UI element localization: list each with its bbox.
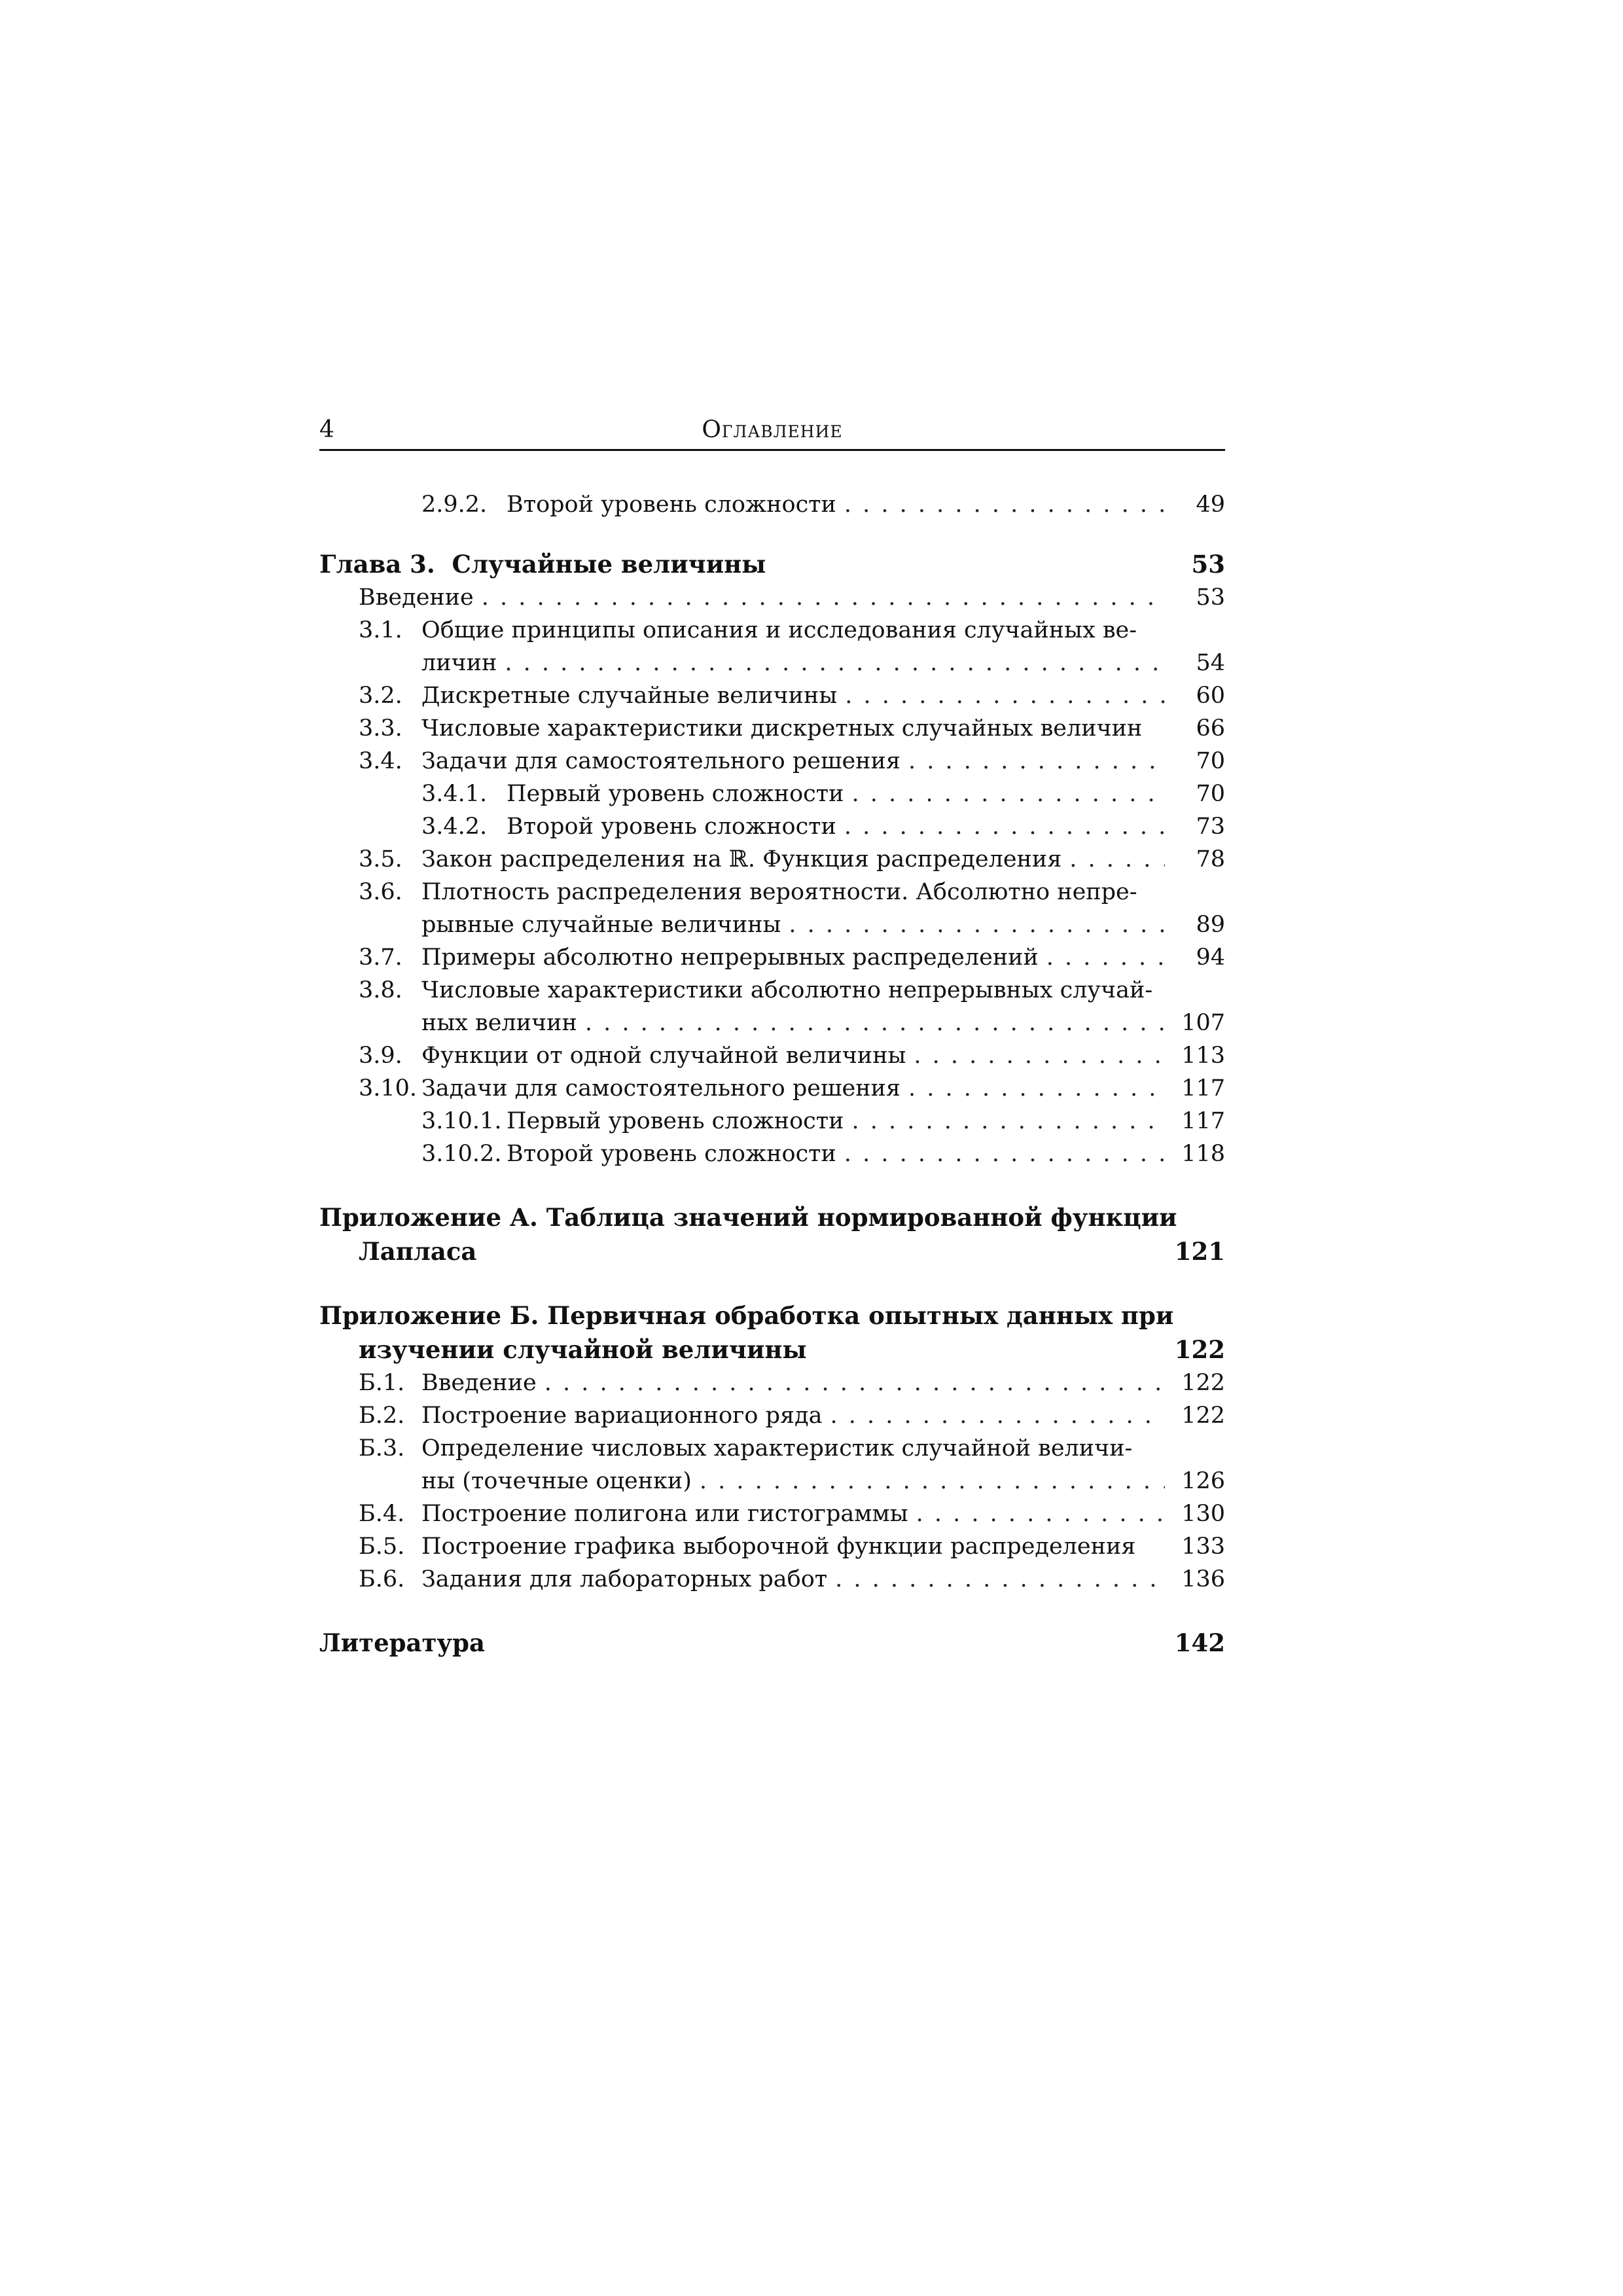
toc-entry-3-9[interactable]: [319, 1039, 1225, 1072]
toc-appendix-page: 122: [1174, 1335, 1225, 1364]
toc-entry-b-3[interactable]: [319, 1432, 1225, 1465]
toc-entry-title: Введение: [421, 1370, 537, 1396]
toc-entry-3-10-2[interactable]: [319, 1138, 1225, 1170]
toc-chapter-3[interactable]: [319, 547, 1225, 581]
dot-leader: [851, 1105, 1165, 1138]
toc-entry-3-10-1[interactable]: [319, 1105, 1225, 1138]
toc-entry-number: 3.4.1.: [421, 781, 488, 807]
toc-entry-page: 60: [1196, 683, 1225, 709]
toc-entry-title-line1: Числовые характеристики абсолютно непрерывных случай-: [421, 977, 1153, 1003]
header-page-number: 4: [319, 416, 334, 443]
toc-appendix-a-continued[interactable]: [319, 1234, 1225, 1268]
toc-entry-title-line2: ны (точечные оценки): [421, 1468, 692, 1494]
header-title: Оглавление: [702, 416, 843, 443]
toc-entry-title: Задания для лабораторных работ: [421, 1566, 828, 1592]
toc-entry-title-line2: ных величин: [421, 1010, 577, 1036]
toc-entry-title: Первый уровень сложности: [507, 1108, 844, 1134]
toc-entry-title: Функции от одной случайной величины: [421, 1043, 906, 1069]
toc-entry-page: 66: [1196, 715, 1225, 742]
toc-entry-title: Второй уровень сложности: [507, 492, 836, 518]
toc-entry-page: 53: [1196, 584, 1225, 611]
toc-entry-number: 3.2.: [359, 683, 402, 709]
toc-entry-number: 3.4.: [359, 748, 402, 774]
toc-entry-3-3[interactable]: [319, 712, 1225, 745]
dot-leader: [844, 1138, 1165, 1170]
toc-entry-title: Дискретные случайные величины: [421, 683, 838, 709]
toc-entry-number: 2.9.2.: [421, 492, 488, 518]
toc-entry-title: Построение вариационного ряда: [421, 1403, 823, 1429]
dot-leader: [851, 778, 1165, 810]
toc-entry-number: Б.3.: [359, 1435, 405, 1462]
dot-leader: [844, 810, 1165, 843]
toc-entry-title: Введение: [359, 584, 474, 611]
toc-entry-2-9-2[interactable]: [319, 488, 1225, 521]
dot-leader: [544, 1367, 1165, 1399]
dot-leader: [505, 647, 1165, 679]
toc-entry-page: 122: [1181, 1403, 1225, 1429]
toc-entry-page: 117: [1181, 1075, 1225, 1102]
toc-entry-3-6[interactable]: [319, 876, 1225, 908]
toc-entry-page: 49: [1196, 492, 1225, 518]
toc-entry-page: 117: [1181, 1108, 1225, 1134]
toc-entry-b-2[interactable]: [319, 1399, 1225, 1432]
toc-entry-intro[interactable]: [319, 581, 1225, 614]
toc-entry-title: Закон распределения на ℝ. Функция распределения: [421, 846, 1062, 872]
toc-entry-number: 3.10.2.: [421, 1141, 502, 1167]
toc-entry-number: 3.7.: [359, 944, 402, 971]
toc-entry-page: 118: [1181, 1141, 1225, 1167]
toc-entry-page: 70: [1196, 781, 1225, 807]
dot-leader: [585, 1007, 1165, 1039]
toc-entry-number: Б.5.: [359, 1534, 405, 1560]
spacer: [319, 521, 1225, 547]
dot-leader: [835, 1563, 1165, 1596]
toc-entry-number: 3.5.: [359, 846, 402, 872]
toc-entry-title-line1: Определение числовых характеристик случайной величи-: [421, 1435, 1133, 1462]
toc-appendix-title-line1: Приложение А. Таблица значений нормированной функции: [319, 1203, 1177, 1232]
toc-entry-title: Задачи для самостоятельного решения: [421, 1075, 901, 1102]
toc-entry-b-3-continued[interactable]: [319, 1465, 1225, 1498]
toc-chapter-page: 53: [1191, 550, 1225, 579]
toc-entry-page: 133: [1181, 1534, 1225, 1560]
dot-leader: [789, 908, 1165, 941]
toc-entry-number: Б.1.: [359, 1370, 405, 1396]
toc-entry-title-line1: Общие принципы описания и исследования случайных ве-: [421, 617, 1137, 643]
dot-leader: [830, 1399, 1165, 1432]
toc-entry-page: 78: [1196, 846, 1225, 872]
toc-entry-3-2[interactable]: [319, 679, 1225, 712]
toc-entry-page: 89: [1196, 912, 1225, 938]
toc-entry-title: Построение полигона или гистограммы: [421, 1501, 908, 1527]
toc-entry-page: 107: [1181, 1010, 1225, 1036]
spacer: [319, 1170, 1225, 1200]
toc-entry-3-4-1[interactable]: [319, 778, 1225, 810]
toc-entry-page: 126: [1181, 1468, 1225, 1494]
toc-entry-number: 3.10.: [359, 1075, 418, 1102]
toc-literature-title: Литература: [319, 1628, 485, 1657]
toc-entry-b-1[interactable]: [319, 1367, 1225, 1399]
toc-entry-number: Б.2.: [359, 1403, 405, 1429]
toc-appendix-title-line1: Приложение Б. Первичная обработка опытных данных при: [319, 1301, 1174, 1330]
toc-entry-number: Б.4.: [359, 1501, 405, 1527]
toc-entry-number: 3.4.2.: [421, 814, 488, 840]
toc-entry-title: Примеры абсолютно непрерывных распределений: [421, 944, 1039, 971]
dot-leader: [1046, 941, 1165, 974]
dot-leader: [914, 1039, 1165, 1072]
toc-entry-b-6[interactable]: [319, 1563, 1225, 1596]
toc-literature[interactable]: [319, 1626, 1225, 1660]
dot-leader: [482, 581, 1165, 614]
toc-entry-3-10[interactable]: [319, 1072, 1225, 1105]
toc-entry-number: 3.10.1.: [421, 1108, 502, 1134]
toc-entry-page: 94: [1196, 944, 1225, 971]
toc-appendix-b-continued[interactable]: [319, 1333, 1225, 1367]
toc-entry-number: 3.1.: [359, 617, 402, 643]
toc-entry-3-4-2[interactable]: [319, 810, 1225, 843]
toc-appendix-a[interactable]: [319, 1200, 1225, 1234]
toc-entry-page: 122: [1181, 1370, 1225, 1396]
toc-entry-3-1[interactable]: [319, 614, 1225, 647]
toc-entry-3-8-continued[interactable]: [319, 1007, 1225, 1039]
toc-entry-number: 3.8.: [359, 977, 402, 1003]
toc-entry-page: 136: [1181, 1566, 1225, 1592]
toc-entry-page: 73: [1196, 814, 1225, 840]
page-header: [319, 410, 1225, 451]
toc-entry-3-5[interactable]: [319, 843, 1225, 876]
toc-appendix-title-line2: изучении случайной величины: [359, 1335, 807, 1364]
toc-entry-title: Задачи для самостоятельного решения: [421, 748, 901, 774]
dot-leader: [700, 1465, 1165, 1498]
toc-entry-3-4[interactable]: [319, 745, 1225, 778]
dot-leader: [844, 488, 1165, 521]
toc-entry-3-6-continued[interactable]: [319, 908, 1225, 941]
toc-entry-title-line1: Плотность распределения вероятности. Абсолютно непре-: [421, 879, 1137, 905]
toc-entry-number: 3.6.: [359, 879, 402, 905]
toc-entry-b-4[interactable]: [319, 1498, 1225, 1530]
toc-entry-title: Первый уровень сложности: [507, 781, 844, 807]
dot-leader: [845, 679, 1165, 712]
dot-leader: [908, 745, 1165, 778]
toc-appendix-page: 121: [1174, 1237, 1225, 1266]
toc-entry-title: Второй уровень сложности: [507, 814, 836, 840]
table-of-contents: [319, 488, 1225, 1660]
toc-entry-number: Б.6.: [359, 1566, 405, 1592]
toc-entry-3-8[interactable]: [319, 974, 1225, 1007]
toc-entry-page: 130: [1181, 1501, 1225, 1527]
toc-entry-title-line2: рывные случайные величины: [421, 912, 781, 938]
toc-entry-title-line2: личин: [421, 650, 497, 676]
toc-entry-number: 3.3.: [359, 715, 402, 742]
toc-entry-page: 54: [1196, 650, 1225, 676]
toc-entry-3-1-continued[interactable]: [319, 647, 1225, 679]
toc-appendix-title-line2: Лапласа: [359, 1237, 477, 1266]
toc-chapter-title: Глава 3. Случайные величины: [319, 550, 766, 579]
toc-literature-page: 142: [1174, 1628, 1225, 1657]
toc-entry-title: Построение графика выборочной функции распределения: [421, 1534, 1136, 1560]
toc-entry-page: 70: [1196, 748, 1225, 774]
toc-entry-3-7[interactable]: [319, 941, 1225, 974]
toc-entry-b-5[interactable]: [319, 1530, 1225, 1563]
dot-leader: [908, 1072, 1165, 1105]
dot-leader: [916, 1498, 1165, 1530]
toc-appendix-b[interactable]: [319, 1299, 1225, 1333]
dot-leader: [1069, 843, 1165, 876]
toc-entry-number: 3.9.: [359, 1043, 402, 1069]
toc-entry-title: Второй уровень сложности: [507, 1141, 836, 1167]
spacer: [319, 1596, 1225, 1626]
toc-entry-title: Числовые характеристики дискретных случайных величин: [421, 715, 1143, 742]
toc-entry-page: 113: [1181, 1043, 1225, 1069]
spacer: [319, 1268, 1225, 1299]
